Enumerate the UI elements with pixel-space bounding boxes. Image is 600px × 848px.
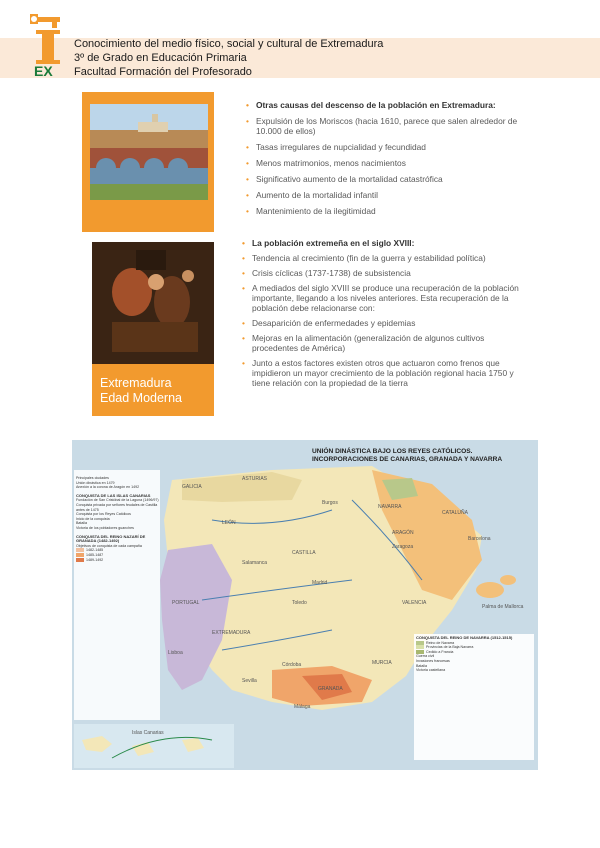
- map-label-lisboa: Lisboa: [168, 650, 183, 656]
- section1-heading: • Otras causas del descenso de la población en Extremadura:: [246, 100, 522, 110]
- map-label-malaga: Málaga: [294, 704, 311, 710]
- map-label-granada: GRANADA: [318, 686, 343, 692]
- legend-item: Objetivos de conquista de cada campaña: [76, 543, 142, 548]
- map-label-zaragoza: Zaragoza: [392, 544, 414, 550]
- course-grade: 3º de Grado en Educación Primaria: [74, 52, 247, 64]
- legend-item: 1489-1492: [76, 558, 160, 563]
- map-label-catalunya: CATALUÑA: [442, 510, 468, 516]
- map-title: UNIÓN DINÁSTICA BAJO LOS REYES CATÓLICOS. INCORPORACIONES DE CANARIAS, GRANADA Y NAVARRA: [312, 448, 503, 463]
- map-label-toledo: Toledo: [292, 600, 307, 606]
- list-item: • Junto a estos factores existen otros que actuaron como frenos que impidieron un mayor crecimiento de la población regional hacia 1750 y tiene relación con la propiedad de la tierra: [242, 358, 522, 388]
- list-item: • A mediados del siglo XVIII se produce una recuperación de la población importante, llegando a los niveles anteriores. Esta recuperación de la población debe relacionarse con:: [242, 283, 522, 313]
- legend-item: Anexión a la corona de Aragón en 1492: [76, 485, 140, 490]
- map-label-leon: LEÓN: [222, 520, 236, 526]
- list-item: • Mejoras en la alimentación (generalización de algunos cultivos procedentes de América): [242, 333, 522, 353]
- course-title: Conocimiento del medio físico, social y cultural de Extremadura: [74, 38, 384, 50]
- section2-heading: • La población extremeña en el siglo XVIII:: [242, 238, 522, 248]
- caption-line-1: Extremadura: [100, 376, 172, 390]
- legend-item: Unión dinástica en 1479: [76, 480, 115, 485]
- list-item: • Crisis cíclicas (1737-1738) de subsistencia: [242, 268, 522, 278]
- painting-photo: [92, 242, 214, 416]
- historical-map: [72, 440, 538, 770]
- map-label-cordoba: Córdoba: [282, 662, 302, 668]
- legend-item: Invasiones francesas: [416, 658, 450, 663]
- map-label-navarra: NAVARRA: [378, 504, 402, 510]
- legend-item: Victoria castellana: [416, 668, 446, 673]
- legend-item: Victoria de los pobladores guanches: [76, 525, 134, 530]
- header-text: [74, 37, 383, 79]
- bullets-section-1: [246, 100, 522, 222]
- map-legend-left: [76, 476, 160, 562]
- legend-heading: CONQUISTA DEL REINO NAZARÍ DE GRANADA (1482-1492): [76, 533, 146, 544]
- map-legend-right: [416, 636, 532, 673]
- legend-item: 1485-1487: [76, 553, 160, 558]
- legend-item: Inicio de la conquista: [76, 516, 110, 521]
- legend-heading: CONQUISTA DE LAS ISLAS CANARIAS: [76, 492, 151, 498]
- logo-lettering: EX: [34, 63, 53, 78]
- map-label-galicia: GALICIA: [182, 484, 202, 490]
- map-label-canarias: Islas Canarias: [132, 730, 164, 736]
- legend-item: Provincias de la Baja Navarra: [416, 645, 532, 650]
- list-item: • Menos matrimonios, menos nacimientos: [246, 158, 522, 168]
- bridge-photo: [82, 92, 214, 232]
- legend-item: Reino de Navarra: [416, 641, 532, 646]
- list-item: • Desaparición de enfermedades y epidemias: [242, 318, 522, 328]
- list-item: • Significativo aumento de la mortalidad catastrófica: [246, 174, 522, 184]
- legend-item: Conquista por los Reyes Católicos: [76, 512, 131, 517]
- legend-item: Fundación de San Cristóbal de la Laguna (1496/97): [76, 498, 159, 503]
- bullets-section-2: [242, 238, 522, 393]
- map-label-sevilla: Sevilla: [242, 678, 257, 684]
- map-label-extremadura: EXTREMADURA: [212, 630, 251, 636]
- map-label-asturias: ASTURIAS: [242, 476, 268, 482]
- legend-item: Cedido a Francia: [416, 650, 532, 655]
- map-label-baleares: Palma de Mallorca: [482, 604, 524, 610]
- map-label-aragon: ARAGÓN: [392, 530, 414, 536]
- map-label-madrid: Madrid: [312, 580, 328, 586]
- university-logo: [28, 14, 68, 78]
- list-item: • Expulsión de los Moriscos (hacia 1610, parece que salen alrededor de 10.000 de ellos): [246, 116, 522, 136]
- list-item: • Tendencia al crecimiento (fin de la guerra y estabilidad política): [242, 253, 522, 263]
- legend-item: 1482-1485: [76, 548, 160, 553]
- slide-caption: [92, 376, 214, 406]
- map-label-salamanca: Salamanca: [242, 560, 268, 566]
- legend-item: Principales ciudades: [76, 476, 109, 480]
- map-label-barcelona: Barcelona: [468, 536, 491, 542]
- list-item: • Tasas irregulares de nupcialidad y fecundidad: [246, 142, 522, 152]
- map-label-portugal: PORTUGAL: [172, 600, 200, 606]
- map-label-murcia: MURCIA: [372, 660, 392, 666]
- list-item: • Mantenimiento de la ilegitimidad: [246, 206, 522, 216]
- legend-item: Guerra civil: [416, 654, 435, 659]
- map-label-valencia: VALENCIA: [402, 600, 427, 606]
- legend-item: Batalla: [416, 663, 427, 668]
- caption-line-2: Edad Moderna: [100, 391, 183, 405]
- legend-item: Conquista privada por señores feudales de Castilla antes de 1475: [76, 502, 158, 512]
- list-item: • Aumento de la mortalidad infantil: [246, 190, 522, 200]
- legend-item: Batalla: [76, 521, 87, 526]
- faculty-name: Facultad Formación del Profesorado: [74, 66, 252, 78]
- legend-heading: CONQUISTA DEL REINO DE NAVARRA (1512-1515): [416, 635, 513, 640]
- map-label-castilla: CASTILLA: [292, 550, 316, 556]
- slide: [82, 92, 522, 432]
- map-label-burgos: Burgos: [322, 500, 338, 506]
